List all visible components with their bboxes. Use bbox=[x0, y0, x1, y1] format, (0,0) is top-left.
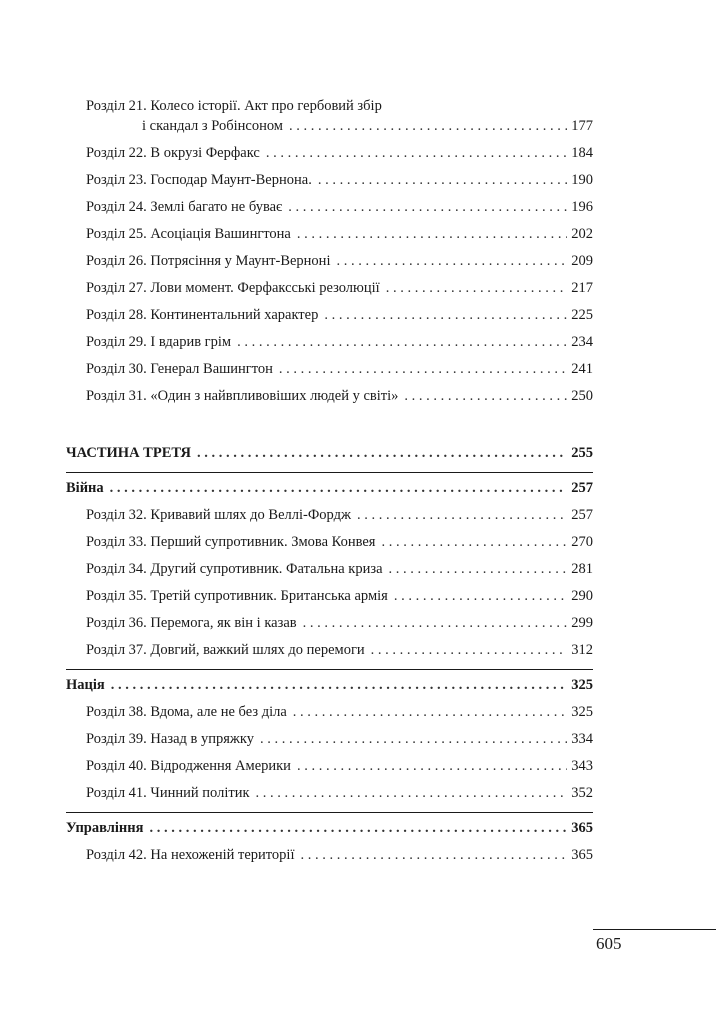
toc-part-three bbox=[66, 443, 593, 470]
section-divider bbox=[66, 812, 593, 813]
toc-entry-title: Розділ 37. Довгий, важкий шлях до перемоги bbox=[86, 642, 365, 658]
toc-entry-title: Розділ 24. Землі багато не буває bbox=[86, 199, 283, 215]
toc-entry-title: Розділ 22. В окрузі Ферфакс bbox=[86, 145, 260, 161]
toc-part-title: ЧАСТИНА ТРЕТЯ bbox=[66, 445, 191, 461]
toc-entry-page: 325 bbox=[571, 704, 593, 720]
dot-leader bbox=[394, 586, 567, 606]
toc-part-page: 255 bbox=[571, 445, 593, 461]
toc-entry-page: 209 bbox=[571, 253, 593, 269]
toc-section-nation bbox=[66, 675, 593, 702]
table-of-contents bbox=[66, 96, 593, 872]
toc-entry-title: Розділ 29. І вдарив грім bbox=[86, 334, 232, 350]
dot-leader bbox=[111, 675, 567, 695]
toc-entry-page: 365 bbox=[571, 847, 593, 863]
toc-entry-title: Розділ 32. Кривавий шлях до Веллі-Фордж bbox=[86, 507, 351, 523]
toc-entry-page: 352 bbox=[571, 785, 593, 801]
toc-entry bbox=[66, 640, 593, 667]
dot-leader bbox=[260, 729, 567, 749]
dot-leader bbox=[289, 116, 567, 136]
toc-entry bbox=[66, 756, 593, 783]
dot-leader bbox=[266, 143, 567, 163]
toc-entry-title: Розділ 26. Потрясіння у Маунт-Верноні bbox=[86, 253, 331, 269]
toc-section-page: 365 bbox=[571, 820, 593, 836]
dot-leader bbox=[404, 386, 567, 406]
dot-leader bbox=[237, 332, 567, 352]
toc-entry-title: Розділ 23. Господар Маунт-Вернона. bbox=[86, 172, 312, 188]
dot-leader bbox=[300, 845, 567, 865]
toc-entry-page: 257 bbox=[571, 507, 593, 523]
toc-entry bbox=[66, 359, 593, 386]
toc-group-nation-chapters bbox=[66, 702, 593, 810]
toc-entry bbox=[66, 386, 593, 413]
toc-entry bbox=[66, 559, 593, 586]
toc-entry-page: 234 bbox=[571, 334, 593, 350]
toc-entry bbox=[66, 729, 593, 756]
toc-entry bbox=[66, 197, 593, 224]
section-divider bbox=[66, 669, 593, 670]
dot-leader bbox=[256, 783, 567, 803]
dot-leader bbox=[110, 478, 567, 498]
toc-entry-title: Розділ 39. Назад в упряжку bbox=[86, 731, 255, 747]
toc-entry-title: Розділ 30. Генерал Вашингтон bbox=[86, 361, 273, 377]
toc-entry-page: 202 bbox=[571, 226, 593, 242]
toc-entry-page: 190 bbox=[571, 172, 593, 188]
toc-entry-title: Розділ 27. Лови момент. Ферфаксські резолюції bbox=[86, 280, 380, 296]
dot-leader bbox=[297, 756, 567, 776]
dot-leader bbox=[371, 640, 567, 660]
toc-entry bbox=[66, 224, 593, 251]
toc-entry-title: Розділ 38. Вдома, але не без діла bbox=[86, 704, 287, 720]
toc-entry-page: 290 bbox=[571, 588, 593, 604]
toc-entry-title: Розділ 28. Континентальний характер bbox=[86, 307, 319, 323]
dot-leader bbox=[297, 224, 567, 244]
toc-entry-page: 241 bbox=[571, 361, 593, 377]
dot-leader bbox=[381, 532, 567, 552]
toc-group-part2-chapters bbox=[66, 143, 593, 413]
toc-entry-page: 217 bbox=[571, 280, 593, 296]
toc-entry-page: 312 bbox=[571, 642, 593, 658]
toc-entry-page: 177 bbox=[571, 118, 593, 134]
toc-entry bbox=[66, 305, 593, 332]
toc-entry-page: 299 bbox=[571, 615, 593, 631]
toc-section-title: Управління bbox=[66, 820, 144, 836]
section-divider bbox=[66, 472, 593, 473]
toc-entry bbox=[66, 505, 593, 532]
dot-leader bbox=[389, 559, 567, 579]
toc-entry-title: Розділ 35. Третій супротивник. Британська армія bbox=[86, 588, 388, 604]
toc-entry bbox=[66, 251, 593, 278]
toc-entry bbox=[66, 613, 593, 640]
toc-entry-title: і скандал з Робінсоном bbox=[142, 118, 283, 134]
toc-group-governance-chapters bbox=[66, 845, 593, 872]
dot-leader bbox=[318, 170, 567, 190]
dot-leader bbox=[149, 818, 567, 838]
footer-rule bbox=[593, 929, 716, 930]
toc-entry-title: Розділ 34. Другий супротивник. Фатальна криза bbox=[86, 561, 383, 577]
dot-leader bbox=[336, 251, 567, 271]
dot-leader bbox=[303, 613, 567, 633]
toc-entry-title: Розділ 25. Асоціація Вашингтона bbox=[86, 226, 291, 242]
toc-entry-title: Розділ 36. Перемога, як він і казав bbox=[86, 615, 297, 631]
toc-section-title: Нація bbox=[66, 677, 105, 693]
toc-entry bbox=[66, 278, 593, 305]
dot-leader bbox=[386, 278, 567, 298]
dot-leader bbox=[279, 359, 567, 379]
toc-entry-page: 250 bbox=[571, 388, 593, 404]
toc-entry-ch21-line1 bbox=[66, 96, 593, 116]
dot-leader bbox=[293, 702, 567, 722]
toc-entry-page: 281 bbox=[571, 561, 593, 577]
toc-section-page: 257 bbox=[571, 480, 593, 496]
toc-entry-title: Розділ 33. Перший супротивник. Змова Конвея bbox=[86, 534, 376, 550]
toc-entry bbox=[66, 845, 593, 872]
toc-entry-page: 334 bbox=[571, 731, 593, 747]
toc-entry-title: Розділ 42. На нехоженій території bbox=[86, 847, 295, 863]
toc-entry-ch21-line2 bbox=[66, 116, 593, 143]
toc-entry-title: Розділ 41. Чинний політик bbox=[86, 785, 250, 801]
page-number: 605 bbox=[596, 934, 622, 953]
toc-entry bbox=[66, 532, 593, 559]
toc-entry-title: Розділ 21. Колесо історії. Акт про гербовий збір bbox=[86, 98, 382, 114]
toc-entry-page: 343 bbox=[571, 758, 593, 774]
toc-entry-title: Розділ 40. Відродження Америки bbox=[86, 758, 291, 774]
dot-leader bbox=[357, 505, 567, 525]
toc-entry bbox=[66, 143, 593, 170]
toc-section-war bbox=[66, 478, 593, 505]
toc-entry bbox=[66, 586, 593, 613]
toc-entry-title: Розділ 31. «Один з найвпливовіших людей у світі» bbox=[86, 388, 399, 404]
toc-section-title: Війна bbox=[66, 480, 104, 496]
toc-entry-page: 225 bbox=[571, 307, 593, 323]
toc-group-war-chapters bbox=[66, 505, 593, 667]
toc-entry bbox=[66, 170, 593, 197]
toc-entry bbox=[66, 702, 593, 729]
dot-leader bbox=[324, 305, 567, 325]
toc-entry bbox=[66, 783, 593, 810]
dot-leader bbox=[288, 197, 567, 217]
toc-entry-page: 196 bbox=[571, 199, 593, 215]
toc-section-page: 325 bbox=[571, 677, 593, 693]
dot-leader bbox=[197, 443, 567, 463]
toc-section-governance bbox=[66, 818, 593, 845]
toc-entry bbox=[66, 332, 593, 359]
toc-entry-page: 184 bbox=[571, 145, 593, 161]
toc-entry-page: 270 bbox=[571, 534, 593, 550]
